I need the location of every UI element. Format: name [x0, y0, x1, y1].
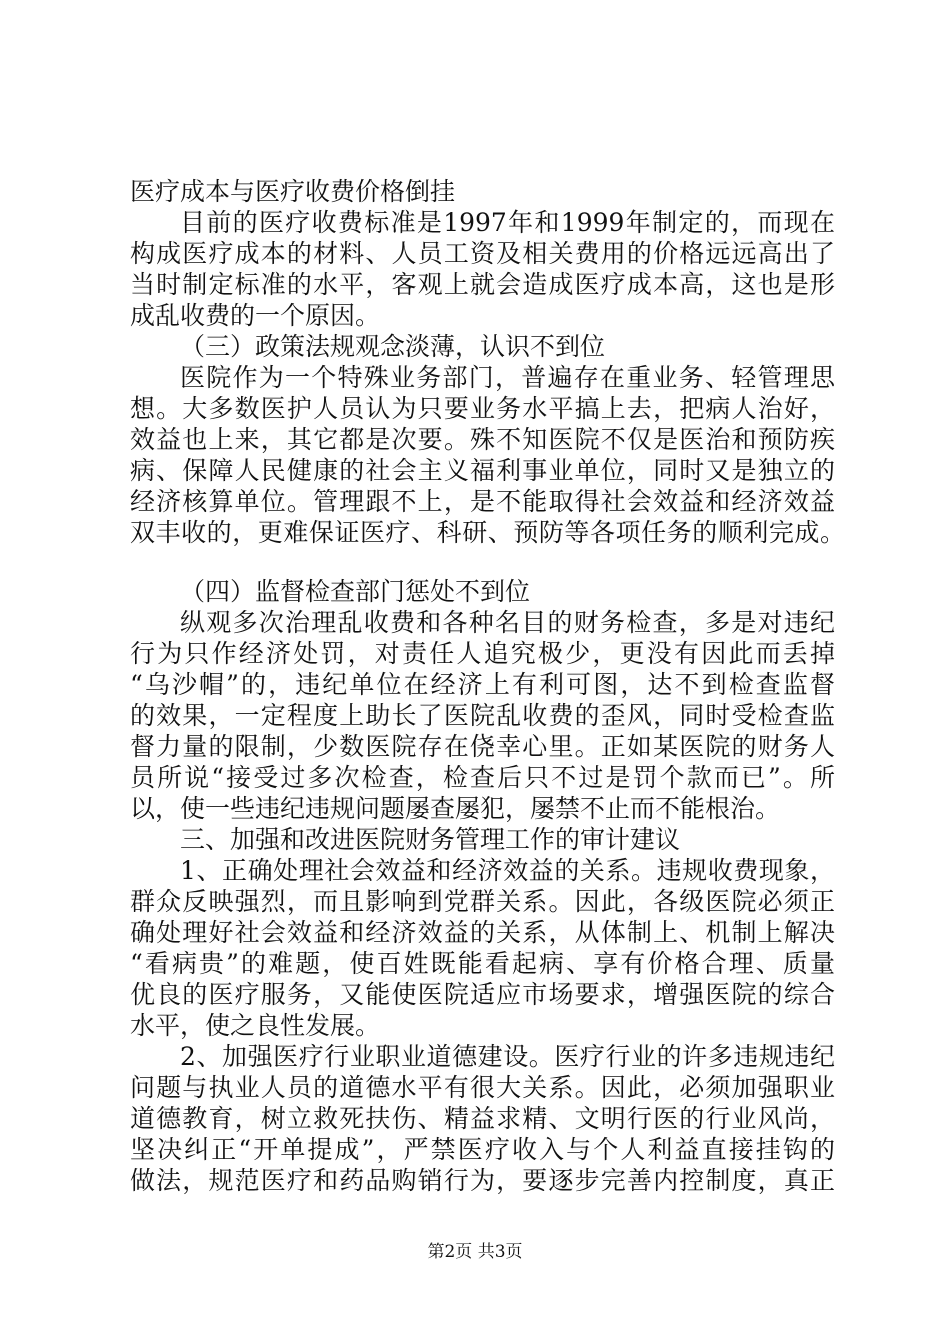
text-line: 2、加强医疗行业职业道德建设。医疗行业的许多违规违纪: [180, 1042, 835, 1071]
text-line: 想。大多数医护人员认为只要业务水平搞上去，把病人治好，: [130, 394, 835, 423]
text-line-heading: 医疗成本与医疗收费价格倒挂: [130, 177, 456, 206]
text-line: 问题与执业人员的道德水平有很大关系。因此，必须加强职业: [130, 1073, 835, 1102]
text-line: 效益也上来，其它都是次要。殊不知医院不仅是医治和预防疾: [130, 425, 835, 454]
text-line: 以，使一些违纪违规问题屡查屡犯，屡禁不止而不能根治。: [130, 794, 781, 823]
text-line: 1、正确处理社会效益和经济效益的关系。违规收费现象，: [180, 856, 835, 885]
text-line: 成乱收费的一个原因。: [130, 301, 381, 330]
text-line: 构成医疗成本的材料、人员工资及相关费用的价格远远高出了: [130, 239, 835, 268]
text-line: “乌沙帽”的，违纪单位在经济上有利可图，达不到检查监督: [130, 670, 835, 699]
section-heading: （四）监督检查部门惩处不到位: [180, 577, 531, 606]
text-line: 目前的医疗收费标准是1997年和1999年制定的，而现在: [180, 208, 835, 237]
text-line: 做法，规范医疗和药品购销行为，要逐步完善内控制度，真正: [130, 1166, 835, 1195]
text-line: 员所说“接受过多次检查，检查后只不过是罚个款而已”。所: [130, 763, 835, 792]
text-line: 纵观多次治理乱收费和各种名目的财务检查，多是对违纪: [180, 608, 835, 637]
text-line: 的效果，一定程度上助长了医院乱收费的歪风，同时受检查监: [130, 701, 835, 730]
section-heading: （三）政策法规观念淡薄，认识不到位: [180, 332, 606, 361]
text-line: 当时制定标准的水平，客观上就会造成医疗成本高，这也是形: [130, 270, 835, 299]
text-line: 行为只作经济处罚，对责任人追究极少，更没有因此而丢掉: [130, 639, 835, 668]
text-line: 病、保障人民健康的社会主义福利事业单位，同时又是独立的: [130, 456, 835, 485]
page-footer: 第2页 共3页: [427, 1242, 523, 1262]
section-heading: 三、加强和改进医院财务管理工作的审计建议: [180, 825, 681, 854]
text-line: 经济核算单位。管理跟不上，是不能取得社会效益和经济效益: [130, 487, 835, 516]
text-line: 确处理好社会效益和经济效益的关系，从体制上、机制上解决: [130, 918, 835, 947]
text-line: 医院作为一个特殊业务部门，普遍存在重业务、轻管理思: [180, 363, 835, 392]
text-line: 双丰收的，更难保证医疗、科研、预防等各项任务的顺利完成。: [130, 518, 845, 547]
text-line: 督力量的限制，少数医院存在侥幸心里。正如某医院的财务人: [130, 732, 835, 761]
text-line: 坚决纠正“开单提成”，严禁医疗收入与个人利益直接挂钩的: [130, 1135, 835, 1164]
text-line: 群众反映强烈，而且影响到党群关系。因此，各级医院必须正: [130, 887, 835, 916]
text-line: 道德教育，树立救死扶伤、精益求精、文明行医的行业风尚，: [130, 1104, 835, 1133]
text-line: “看病贵”的难题，使百姓既能看起病、享有价格合理、质量: [130, 949, 835, 978]
text-line: 水平，使之良性发展。: [130, 1011, 381, 1040]
text-line: 优良的医疗服务，又能使医院适应市场要求，增强医院的综合: [130, 980, 835, 1009]
